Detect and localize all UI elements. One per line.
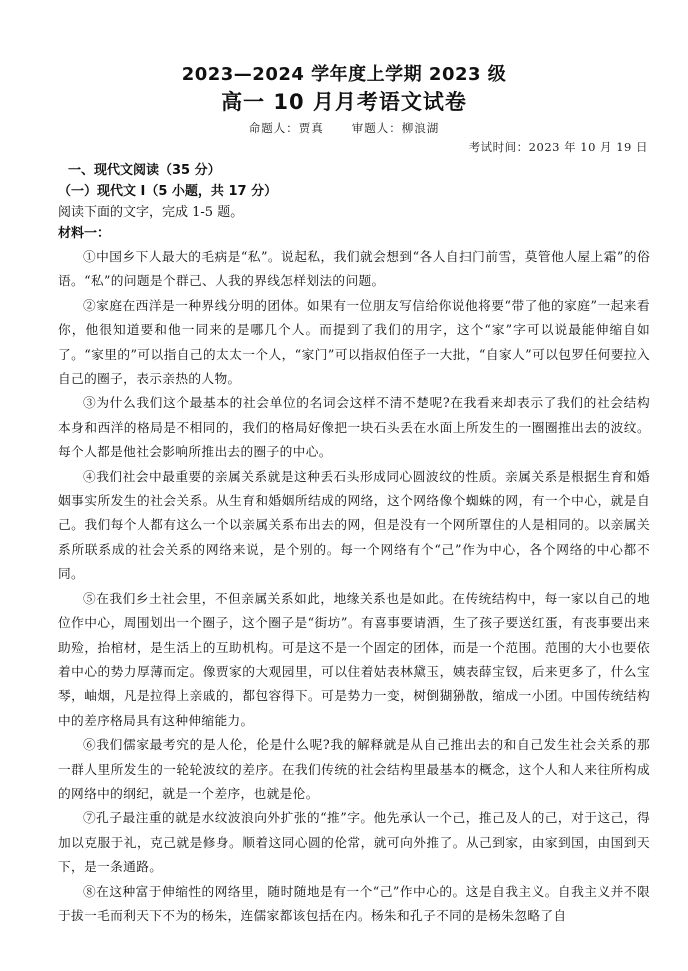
exam-body [58, 160, 650, 928]
paragraph-3: ③为什么我们这个最基本的社会单位的名词会这样不清不楚呢?在我看来却表示了我们的社会结构本身和西洋的格局是不相同的，我们的格局好像把一块石头丢在水面上所发生的一圈圈推出去的波纹。每个人都是他社会影响所推出去的圈子的中心。 [58, 395, 650, 460]
question-setter: 命题人：贾真 [248, 121, 324, 135]
section-heading: 一、现代文阅读（35 分） [68, 163, 221, 178]
question-reviewer: 审题人：柳浪湖 [351, 121, 440, 135]
paragraph-7: ⑦孔子最注重的就是水纹波浪向外扩张的“推”字。他先承认一个己，推己及人的己，对于这己，得加以克服于礼，克己就是修身。顺着这同心圆的伦常，就可向外推了。从己到家，由家到国，由国到天下，是一条通路。 [58, 810, 650, 875]
material-label: 材料一： [58, 226, 111, 241]
exam-authors [0, 120, 688, 136]
paragraph-8: ⑧在这种富于伸缩性的网络里，随时随地是有一个“己”作中心的。这是自我主义。自我主义并不限于拔一毛而利天下不为的杨朱，连儒家都该包括在内。杨朱和孔子不同的是杨朱忽略了自 [58, 883, 650, 923]
paragraph-6: ⑥我们儒家最考究的是人伦，伦是什么呢?我的解释就是从自己推出去的和自己发生社会关系的那一群人里所发生的一轮轮波纹的差序。在我们传统的社会结构里最基本的概念，这个人和人来往所构成的网络中的纲纪，就是一个差序，也就是伦。 [58, 737, 650, 801]
exam-title-subject: 高一 10 月月考语文试卷 [221, 90, 467, 114]
subsection-heading: （一）现代文 I（5 小题，共 17 分） [58, 184, 278, 199]
reading-instruction: 阅读下面的文字，完成 1-5 题。 [58, 205, 244, 220]
paragraph-4: ④我们社会中最重要的亲属关系就是这种丢石头形成同心圆波纹的性质。亲属关系是根据生育和婚姻事实所发生的社会关系。从生育和婚姻所结成的网络，这个网络像个蜘蛛的网，有一个中心，就是自己。我们每个人都有这么一个以亲属关系布出去的网，但是没有一个网所罩住的人是相同的。以亲属关系所联系成的社会关系的网络来说，是个别的。每一个网络有个“己”作为中心，各个网络的中心都不同。 [58, 468, 650, 582]
exam-date: 考试时间：2023 年 10 月 19 日 [468, 140, 648, 154]
paragraph-2: ②家庭在西洋是一种界线分明的团体。如果有一位朋友写信给你说他将要“带了他的家庭”一起来看你，他很知道要和他一同来的是哪几个人。而提到了我们的用字，这个“家”字可以说最能伸缩自如了。“家里的”可以指自己的太太一个人，“家门”可以指叔伯侄子一大批，“自家人”可以包罗任何要拉入自己的圈子，表示亲热的人物。 [58, 297, 650, 387]
paragraph-5: ⑤在我们乡土社会里，不但亲属关系如此，地缘关系也是如此。在传统结构中，每一家以自己的地位作中心，周围划出一个圈子，这个圈子是“街坊”。有喜事要请酒，生了孩子要送红蛋，有丧事要出来助殓，抬棺材，是生活上的互助机构。可是这不是一个固定的团体，而是一个范围。范围的大小也要依着中心的势力厚薄而定。像贾家的大观园里，可以住着姑表林黛玉，姨表薛宝钗，后来更多了，什么宝琴，岫烟，凡是拉得上亲戚的，都包容得下。可是势力一变，树倒猢狲散，缩成一小团。中国传统结构中的差序格局具有这种伸缩能力。 [58, 590, 650, 728]
exam-title-year: 2023—2024 学年度上学期 2023 级 [181, 64, 507, 85]
paragraph-1: ①中国乡下人最大的毛病是“私”。说起私，我们就会想到“各人自扫门前雪，莫管他人屋上霜”的俗语。“私”的问题是个群己、人我的界线怎样划法的问题。 [58, 249, 650, 289]
